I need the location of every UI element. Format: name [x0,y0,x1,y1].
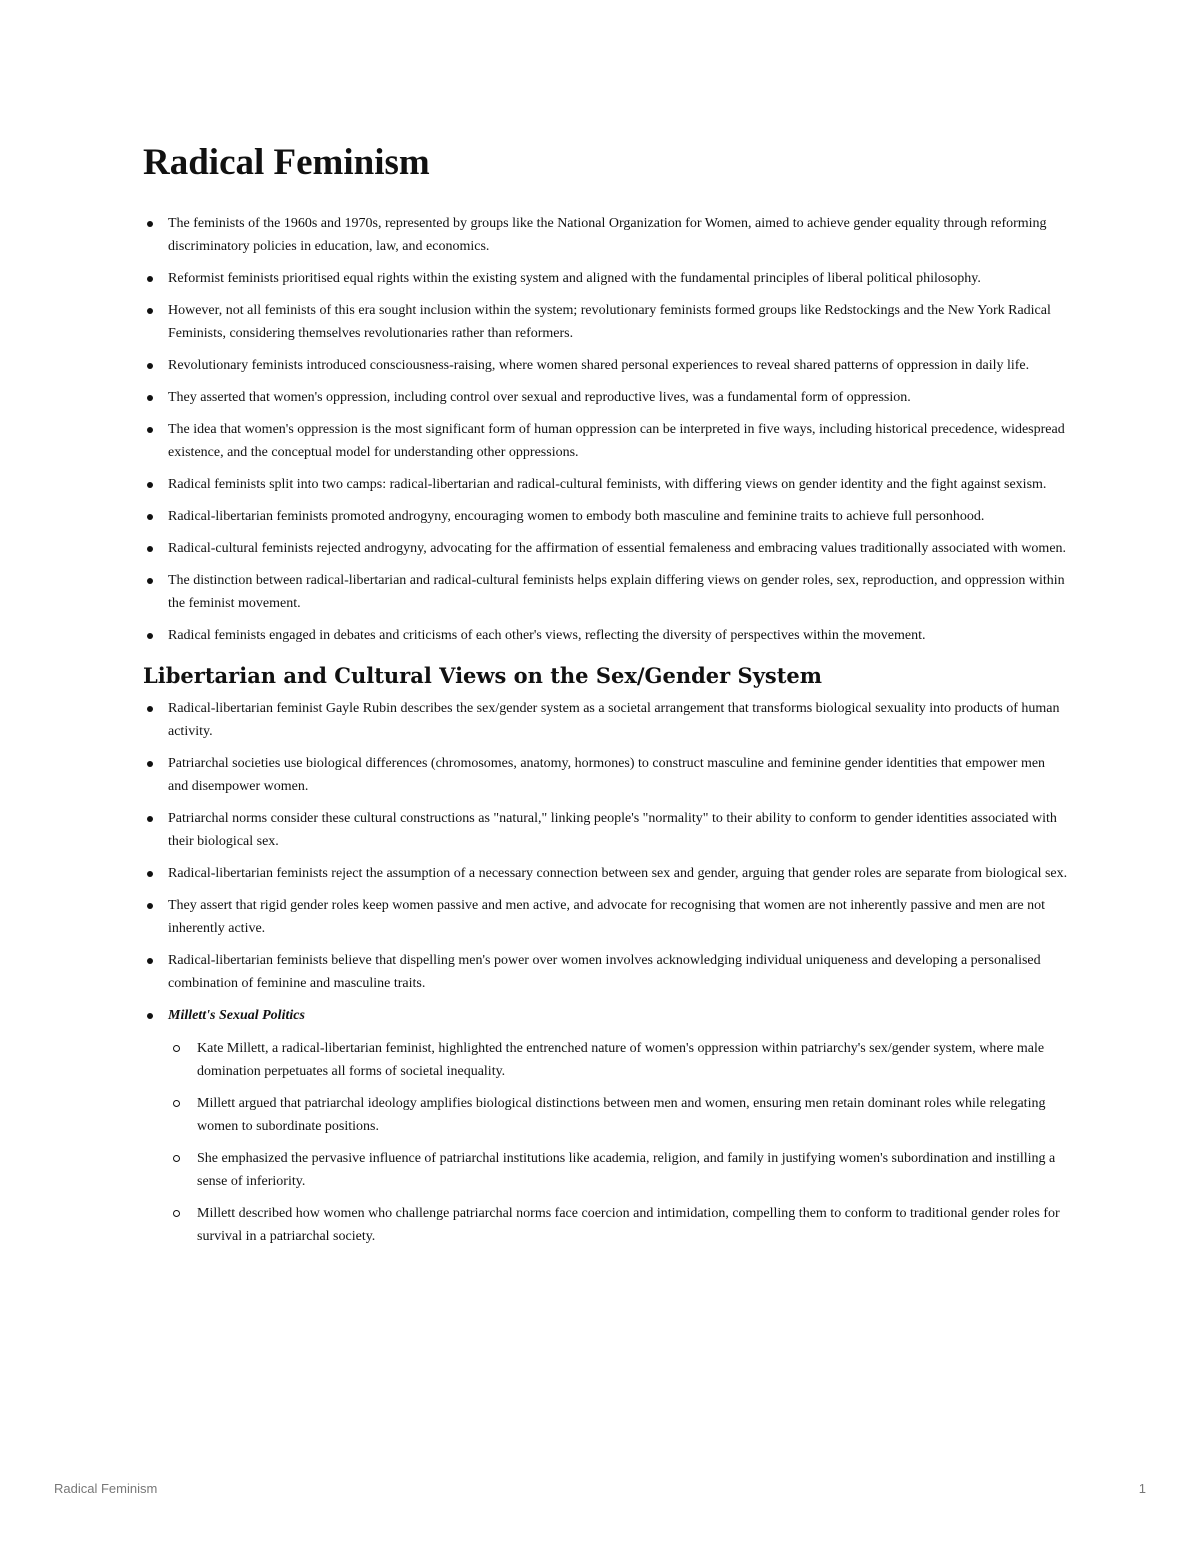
subsection-heading: Millett's Sexual Politics [168,1008,305,1023]
list-item: Radical-libertarian feminists promoted androgyny, encouraging women to embody both masculine and feminine traits to achieve full personhood. [143,505,1068,528]
list-item: Reformist feminists prioritised equal rights within the existing system and aligned with the fundamental principles of liberal political philosophy. [143,267,1068,290]
section-heading: Libertarian and Cultural Views on the Sex/Gender System [143,663,823,688]
sub-list-item: She emphasized the pervasive influence of patriarchal institutions like academia, religion, and family in justifying women's subordination and instilling a sense of inferiority. [168,1147,1068,1193]
list-item: Patriarchal societies use biological differences (chromosomes, anatomy, hormones) to construct masculine and feminine gender identities that empower men and disempower women. [143,752,1068,798]
page-content [143,138,1068,1257]
list-item: Radical-libertarian feminists believe that dispelling men's power over women involves acknowledging individual uniqueness and developing a personalised combination of feminine and masculine traits. [143,949,1068,995]
list-item: They assert that rigid gender roles keep women passive and men active, and advocate for recognising that women are not inherently passive and men are not inherently active. [143,894,1068,940]
page-number: 1 [1138,1481,1146,1496]
list-item: Patriarchal norms consider these cultural constructions as "natural," linking people's "normality" to their ability to conform to gender identities associated with their biological sex. [143,807,1068,853]
list-item: Radical-libertarian feminists reject the assumption of a necessary connection between sex and gender, arguing that gender roles are separate from biological sex. [143,862,1068,885]
sub-list-item: Millett argued that patriarchal ideology amplifies biological distinctions between men and women, ensuring men retain dominant roles while relegating women to subordinate positions. [168,1092,1068,1138]
list-item: Revolutionary feminists introduced consciousness-raising, where women shared personal experiences to reveal shared patterns of oppression in daily life. [143,354,1068,377]
list-item: Radical feminists engaged in debates and criticisms of each other's views, reflecting the diversity of perspectives within the movement. [143,624,1068,647]
footer-title: Radical Feminism [54,1481,158,1496]
page-title: Radical Feminism [143,142,430,183]
sub-list-item: Kate Millett, a radical-libertarian feminist, highlighted the entrenched nature of women's oppression within patriarchy's sex/gender system, where male domination perpetuates all forms of societal inequality. [168,1037,1068,1083]
sub-list-item: Millett described how women who challenge patriarchal norms face coercion and intimidation, compelling them to conform to traditional gender roles for survival in a patriarchal society. [168,1202,1068,1248]
list-item: The idea that women's oppression is the most significant form of human oppression can be interpreted in five ways, including historical precedence, widespread existence, and the conceptual model for understanding other oppressions. [143,418,1068,464]
section2-list [143,697,1068,1248]
list-item: Radical feminists split into two camps: radical-libertarian and radical-cultural feminists, with differing views on gender identity and the fight against sexism. [143,473,1068,496]
list-item: The distinction between radical-libertarian and radical-cultural feminists helps explain differing views on gender roles, sex, reproduction, and oppression within the feminist movement. [143,569,1068,615]
list-item: Radical-libertarian feminist Gayle Rubin describes the sex/gender system as a societal arrangement that transforms biological sexuality into products of human activity. [143,697,1068,743]
list-item: They asserted that women's oppression, including control over sexual and reproductive lives, was a fundamental form of oppression. [143,386,1068,409]
list-item: Radical-cultural feminists rejected androgyny, advocating for the affirmation of essential femaleness and embracing values traditionally associated with women. [143,537,1068,560]
section1-list [143,212,1068,647]
list-item: However, not all feminists of this era sought inclusion within the system; revolutionary feminists formed groups like Redstockings and the New York Radical Feminists, considering themselves revolutionaries rather than reformers. [143,299,1068,345]
list-item: The feminists of the 1960s and 1970s, represented by groups like the National Organization for Women, aimed to achieve gender equality through reforming discriminatory policies in education, law, and economics. [143,212,1068,258]
list-item-millett [143,1004,1068,1248]
millett-sublist [168,1037,1068,1248]
